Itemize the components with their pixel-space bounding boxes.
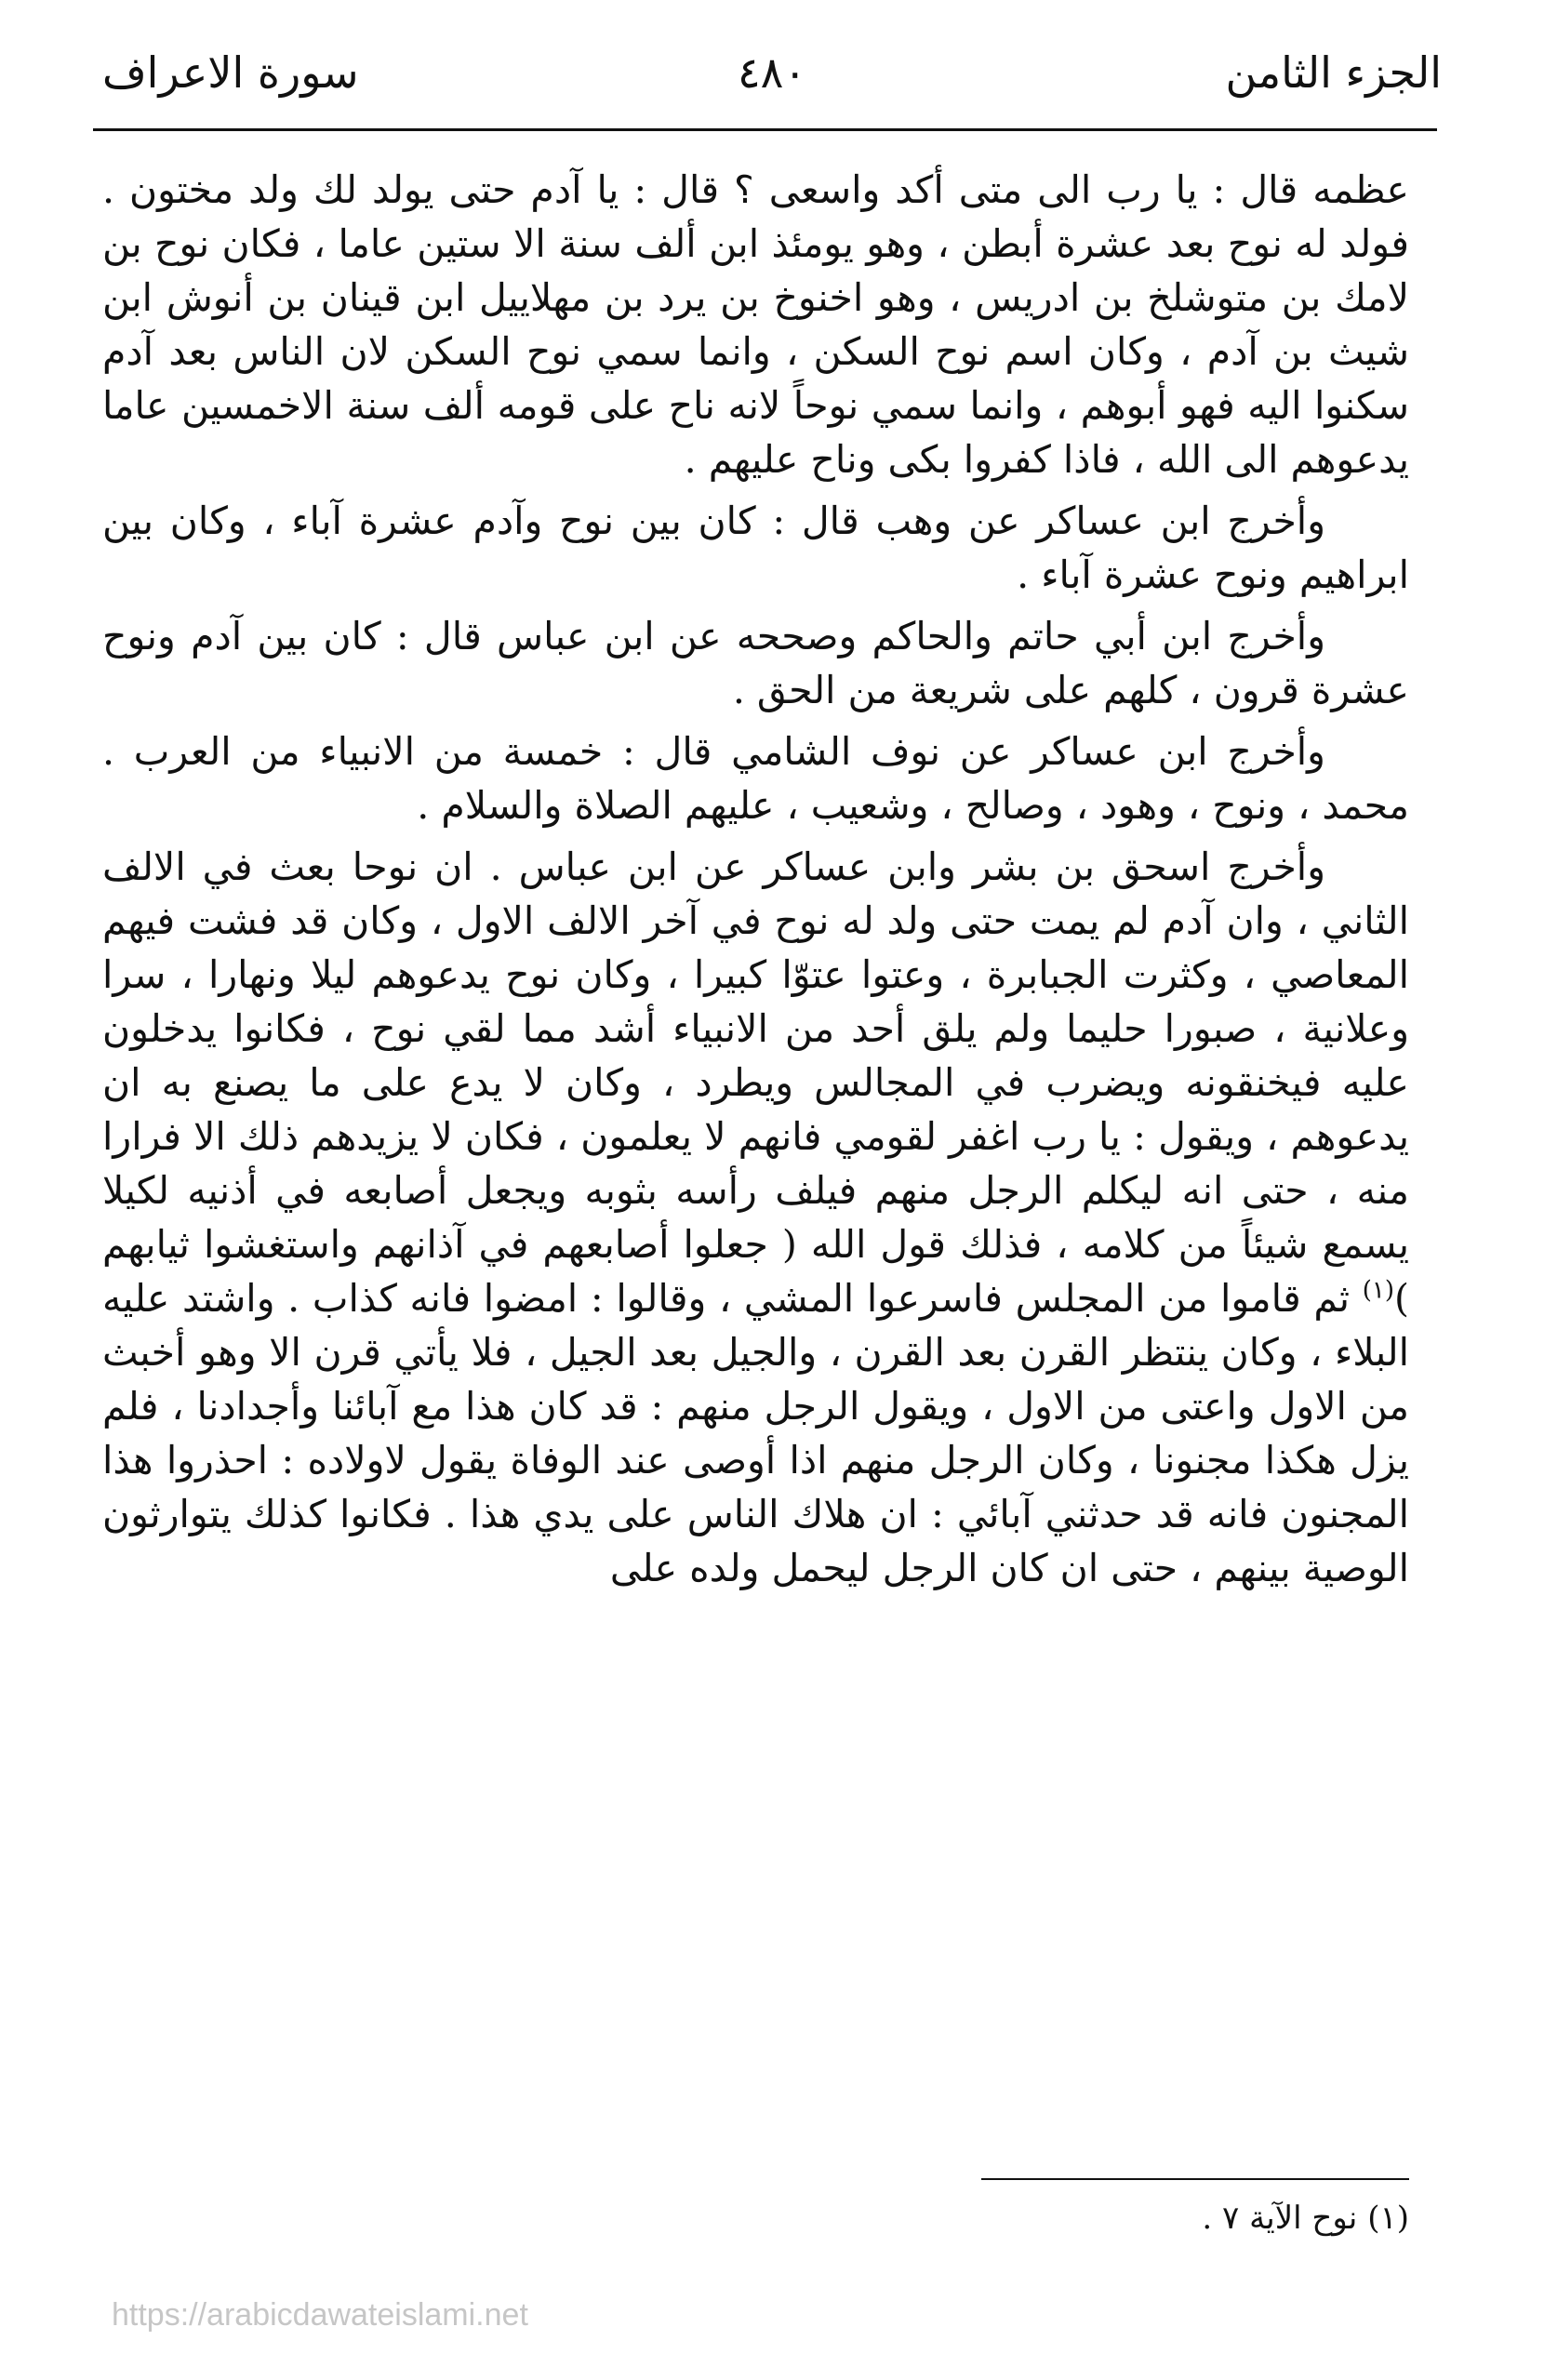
main-text [102, 163, 1409, 1602]
header-rule [93, 128, 1437, 131]
footnote-rule [981, 2178, 1409, 2180]
surah-label: سورة الاعراف [102, 47, 359, 98]
running-header [93, 35, 1451, 110]
paragraph-3: وأخرج ابن أبي حاتم والحاكم وصححه عن ابن عباس قال : كان بين آدم ونوح عشرة قرون ، كلهم على شريعة من الحق . [102, 614, 1409, 712]
watermark-url: https://arabicdawateislami.net [112, 2297, 528, 2333]
paragraph-5 [102, 840, 1409, 1595]
page-number: ٤٨٠ [737, 47, 807, 98]
paragraph-4: وأخرج ابن عساكر عن نوف الشامي قال : خمسة من الانبياء من العرب . محمد ، ونوح ، وهود ، وصالح ، وشعيب ، عليهم الصلاة والسلام . [102, 729, 1409, 828]
footnote-marker[interactable]: (١) [1362, 1276, 1394, 1305]
juz-label: الجزء الثامن [1225, 47, 1442, 98]
footnote: (١) نوح الآية ٧ . [1202, 2200, 1409, 2237]
paragraph-1: عظمه قال : يا رب الى متى أكد واسعى ؟ قال : يا آدم حتى يولد لك ولد مختون . فولد له نوح بعد عشرة أبطن ، وهو يومئذ ابن ألف سنة الا ستين عاما ، فكان نوح بن لامك بن متوشلخ بن ادريس ، وهو اخنوخ بن يرد بن مهلاييل ابن قينان بن أنوش ابن شيث بن آدم ، وكان اسم نوح السكن ، وانما سمي نوح السكن لان الناس بعد آدم سكنوا اليه فهو أبوهم ، وانما سمي نوحاً لانه ناح على قومه ألف سنة الاخمسين عاما يدعوهم الى الله ، فاذا كفروا بكى وناح عليهم . [102, 167, 1409, 482]
paragraph-5-part-1: وأخرج اسحق بن بشر وابن عساكر عن ابن عباس . ان نوحا بعث في الالف الثاني ، وان آدم لم يمت حتى ولد له نوح في آخر الالف الاول ، وكان قد فشت فيهم المعاصي ، وكثرت الجبابرة ، وعتوا عتوّا كبيرا ، وكان نوح يدعوهم ليلا ونهارا ، سرا وعلانية ، صبورا حليما ولم يلق أحد من الانبياء أشد مما لقي نوح ، فكانوا يدخلون عليه فيخنقونه ويضرب في المجالس ويطرد ، وكان لا يدع على ما يصنع به ان يدعوهم ، ويقول : يا رب اغفر لقومي فانهم لا يعلمون ، فكان لا يزيدهم ذلك الا فرارا منه ، حتى انه ليكلم الرجل منهم فيلف رأسه بثوبه ويجعل أصابعه في أذنيه لكيلا يسمع شيئاً من كلامه ، فذلك قول الله ( جعلوا أصابعهم في آذانهم واستغشوا ثيابهم ) [102, 844, 1409, 1321]
paragraph-2: وأخرج ابن عساكر عن وهب قال : كان بين نوح وآدم عشرة آباء ، وكان بين ابراهيم ونوح عشرة آباء . [102, 499, 1409, 597]
paragraph-5-part-2: ثم قاموا من المجلس فاسرعوا المشي ، وقالوا : امضوا فانه كذاب . واشتد عليه البلاء ، وكان ينتظر القرن بعد القرن ، والجيل بعد الجيل ، فلا يأتي قرن الا وهو أخبث من الاول واعتى من الاول ، ويقول الرجل منهم : قد كان هذا مع آبائنا وأجدادنا ، فلم يزل هكذا مجنونا ، وكان الرجل منهم اذا أوصى عند الوفاة يقول لاولاده : احذروا هذا المجنون فانه قد حدثني آبائي : ان هلاك الناس على يدي هذا . فكانوا كذلك يتوارثون الوصية بينهم ، حتى ان كان الرجل ليحمل ولده على [102, 1276, 1409, 1590]
